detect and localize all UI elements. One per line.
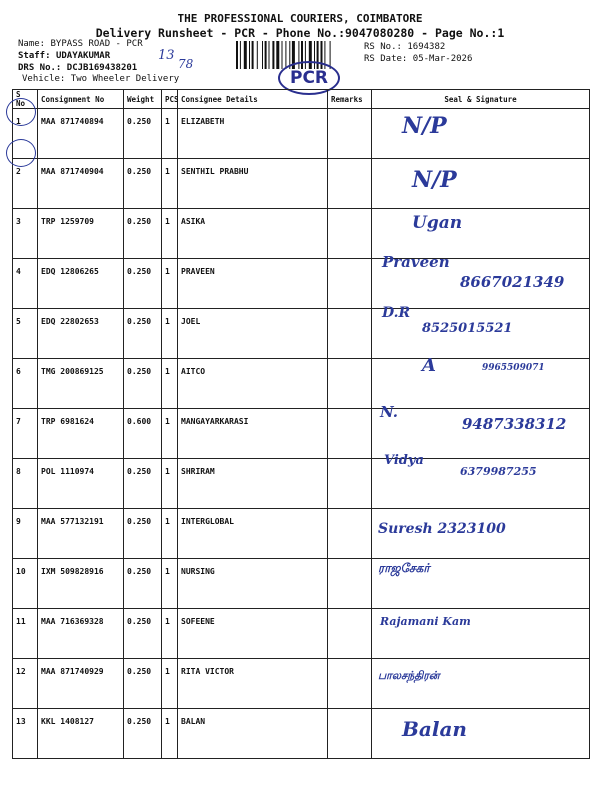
pcs-cell: 1: [162, 709, 178, 759]
pcs-cell: 1: [162, 159, 178, 209]
table-row: [13, 509, 590, 559]
handwritten-phone: 9487338312: [462, 415, 567, 433]
weight-cell: 0.250: [124, 359, 162, 409]
sno-cell: 9: [13, 509, 38, 559]
table-row: [13, 409, 590, 459]
pcs-cell: 1: [162, 359, 178, 409]
consignment-cell: TRP 1259709: [38, 209, 124, 259]
weight-cell: 0.250: [124, 659, 162, 709]
handwritten-phone: 6379987255: [460, 465, 537, 478]
pcs-cell: 1: [162, 309, 178, 359]
table-row: [13, 109, 590, 159]
handwritten-circle-2: [6, 139, 36, 167]
handwritten-signature: N/P: [412, 167, 457, 193]
drs-value: DCJB169438201: [66, 63, 138, 73]
consignee-cell: PRAVEEN: [178, 259, 328, 309]
sno-cell: 12: [13, 659, 38, 709]
rs-no-label: RS No.:: [364, 42, 402, 52]
vehicle-value: Two Wheeler Delivery: [70, 74, 180, 84]
consignee-cell: INTERGLOBAL: [178, 509, 328, 559]
rs-date-value: 05-Mar-2026: [412, 54, 473, 64]
remarks-cell: [328, 559, 372, 609]
table-row: [13, 659, 590, 709]
consignee-cell: SENTHIL PRABHU: [178, 159, 328, 209]
handwritten-signature: பாலசந்திரன்: [378, 669, 440, 682]
sno-cell: 11: [13, 609, 38, 659]
col-consignee: Consignee Details: [178, 90, 328, 109]
consignment-cell: TRP 6981624: [38, 409, 124, 459]
consignment-cell: MAA 871740894: [38, 109, 124, 159]
handwritten-signature: A: [422, 355, 436, 376]
staff-value: UDAYAKUMAR: [55, 51, 111, 61]
vehicle-line: [22, 74, 179, 84]
weight-cell: 0.250: [124, 559, 162, 609]
remarks-cell: [328, 209, 372, 259]
sno-cell: 1: [13, 109, 38, 159]
name-label: Name:: [18, 39, 46, 49]
col-sno: S No: [13, 90, 38, 109]
table-header-row: [13, 90, 590, 109]
pcr-stamp: PCR: [278, 61, 340, 95]
pcs-cell: 1: [162, 409, 178, 459]
col-signature: Seal & Signature: [372, 90, 590, 109]
handwritten-signature: Suresh 2323100: [378, 521, 506, 537]
rs-no-line: [364, 42, 445, 52]
handwritten-circle-1: [6, 98, 36, 126]
pcs-cell: 1: [162, 509, 178, 559]
signature-cell: [372, 355, 590, 409]
signature-cell: [372, 253, 590, 309]
handwritten-count: 13: [158, 48, 175, 63]
remarks-cell: [328, 609, 372, 659]
consignment-cell: EDQ 12806265: [38, 259, 124, 309]
remarks-cell: [328, 159, 372, 209]
signature-cell: [372, 403, 590, 459]
vehicle-label: Vehicle:: [22, 74, 66, 84]
consignee-cell: NURSING: [178, 559, 328, 609]
remarks-cell: [328, 259, 372, 309]
weight-cell: 0.250: [124, 159, 162, 209]
weight-cell: 0.250: [124, 259, 162, 309]
signature-cell: [372, 559, 590, 609]
handwritten-number: 78: [178, 57, 194, 71]
staff-line: [18, 51, 110, 61]
table-row: [13, 159, 590, 209]
rs-date-line: [364, 54, 472, 64]
consignment-cell: MAA 871740904: [38, 159, 124, 209]
weight-cell: 0.250: [124, 459, 162, 509]
handwritten-signature: Vidya: [384, 453, 424, 468]
sno-cell: 5: [13, 309, 38, 359]
pcs-cell: 1: [162, 559, 178, 609]
name-value: BYPASS ROAD - PCR: [50, 39, 143, 49]
table-row: [13, 559, 590, 609]
pcs-cell: 1: [162, 459, 178, 509]
consignment-cell: MAA 871740929: [38, 659, 124, 709]
remarks-cell: [328, 109, 372, 159]
weight-cell: 0.250: [124, 109, 162, 159]
company-title: THE PROFESSIONAL COURIERS, COIMBATORE: [177, 12, 423, 25]
col-consignment: Consignment No: [38, 90, 124, 109]
col-pcs: PCS: [162, 90, 178, 109]
table-row: [13, 459, 590, 509]
handwritten-signature: N/P: [402, 113, 447, 139]
consignment-cell: MAA 716369328: [38, 609, 124, 659]
remarks-cell: [328, 459, 372, 509]
handwritten-signature: Praveen: [382, 253, 450, 271]
signature-cell: [372, 159, 590, 209]
runsheet-subtitle: Delivery Runsheet - PCR - Phone No.:9047080280 - Page No.:1: [95, 26, 505, 40]
consignee-cell: ELIZABETH: [178, 109, 328, 159]
handwritten-signature: Rajamani Kam: [380, 615, 471, 628]
handwritten-signature: ராஜசேகர்: [378, 561, 430, 575]
signature-cell: [372, 453, 590, 509]
sno-cell: 7: [13, 409, 38, 459]
runsheet-table: [12, 89, 590, 759]
sno-cell: 4: [13, 259, 38, 309]
weight-cell: 0.250: [124, 509, 162, 559]
consignee-cell: ASIKA: [178, 209, 328, 259]
table-row: [13, 209, 590, 259]
remarks-cell: [328, 409, 372, 459]
weight-cell: 0.250: [124, 209, 162, 259]
remarks-cell: [328, 509, 372, 559]
consignment-cell: TMG 200869125: [38, 359, 124, 409]
weight-cell: 0.250: [124, 309, 162, 359]
consignee-cell: SOFEENE: [178, 609, 328, 659]
consignee-cell: BALAN: [178, 709, 328, 759]
table-row: [13, 309, 590, 359]
pcs-cell: 1: [162, 609, 178, 659]
handwritten-phone: 8525015521: [422, 321, 513, 336]
consignee-cell: JOEL: [178, 309, 328, 359]
table-row: [13, 259, 590, 309]
remarks-cell: [328, 359, 372, 409]
sno-cell: 10: [13, 559, 38, 609]
sno-cell: 6: [13, 359, 38, 409]
rs-date-label: RS Date:: [364, 54, 408, 64]
table-row: [13, 359, 590, 409]
weight-cell: 0.250: [124, 709, 162, 759]
rs-no-value: 1694382: [407, 42, 446, 52]
consignment-cell: MAA 577132191: [38, 509, 124, 559]
pcs-cell: 1: [162, 259, 178, 309]
handwritten-signature: D.R: [382, 305, 411, 321]
consignee-cell: RITA VICTOR: [178, 659, 328, 709]
handwritten-signature: Balan: [402, 717, 467, 741]
weight-cell: 0.600: [124, 409, 162, 459]
signature-cell: [372, 509, 590, 559]
staff-label: Staff:: [18, 51, 51, 61]
signature-cell: [372, 209, 590, 259]
sno-cell: 3: [13, 209, 38, 259]
handwritten-signature: N.: [380, 403, 398, 421]
drs-line: [18, 63, 137, 73]
consignee-cell: SHRIRAM: [178, 459, 328, 509]
signature-cell: [372, 609, 590, 659]
table-row: [13, 609, 590, 659]
handwritten-phone: 9965509071: [482, 363, 545, 373]
consignment-cell: IXM 509828916: [38, 559, 124, 609]
handwritten-phone: 8667021349: [460, 273, 565, 291]
pcs-cell: 1: [162, 209, 178, 259]
name-line: [18, 39, 143, 49]
col-remarks: Remarks: [328, 90, 372, 109]
remarks-cell: [328, 709, 372, 759]
table-row: [13, 709, 590, 759]
consignment-cell: KKL 1408127: [38, 709, 124, 759]
signature-cell: [372, 709, 590, 759]
consignee-cell: MANGAYARKARASI: [178, 409, 328, 459]
pcs-cell: 1: [162, 109, 178, 159]
col-weight: Weight: [124, 90, 162, 109]
consignee-cell: AITCO: [178, 359, 328, 409]
remarks-cell: [328, 309, 372, 359]
pcs-cell: 1: [162, 659, 178, 709]
handwritten-signature: Ugan: [412, 213, 463, 233]
signature-cell: [372, 659, 590, 709]
signature-cell: [372, 109, 590, 159]
consignment-cell: POL 1110974: [38, 459, 124, 509]
weight-cell: 0.250: [124, 609, 162, 659]
drs-label: DRS No.:: [18, 63, 62, 73]
remarks-cell: [328, 659, 372, 709]
sno-cell: 2: [13, 159, 38, 209]
consignment-cell: EDQ 22802653: [38, 309, 124, 359]
sno-cell: 8: [13, 459, 38, 509]
signature-cell: [372, 305, 590, 359]
sno-cell: 13: [13, 709, 38, 759]
